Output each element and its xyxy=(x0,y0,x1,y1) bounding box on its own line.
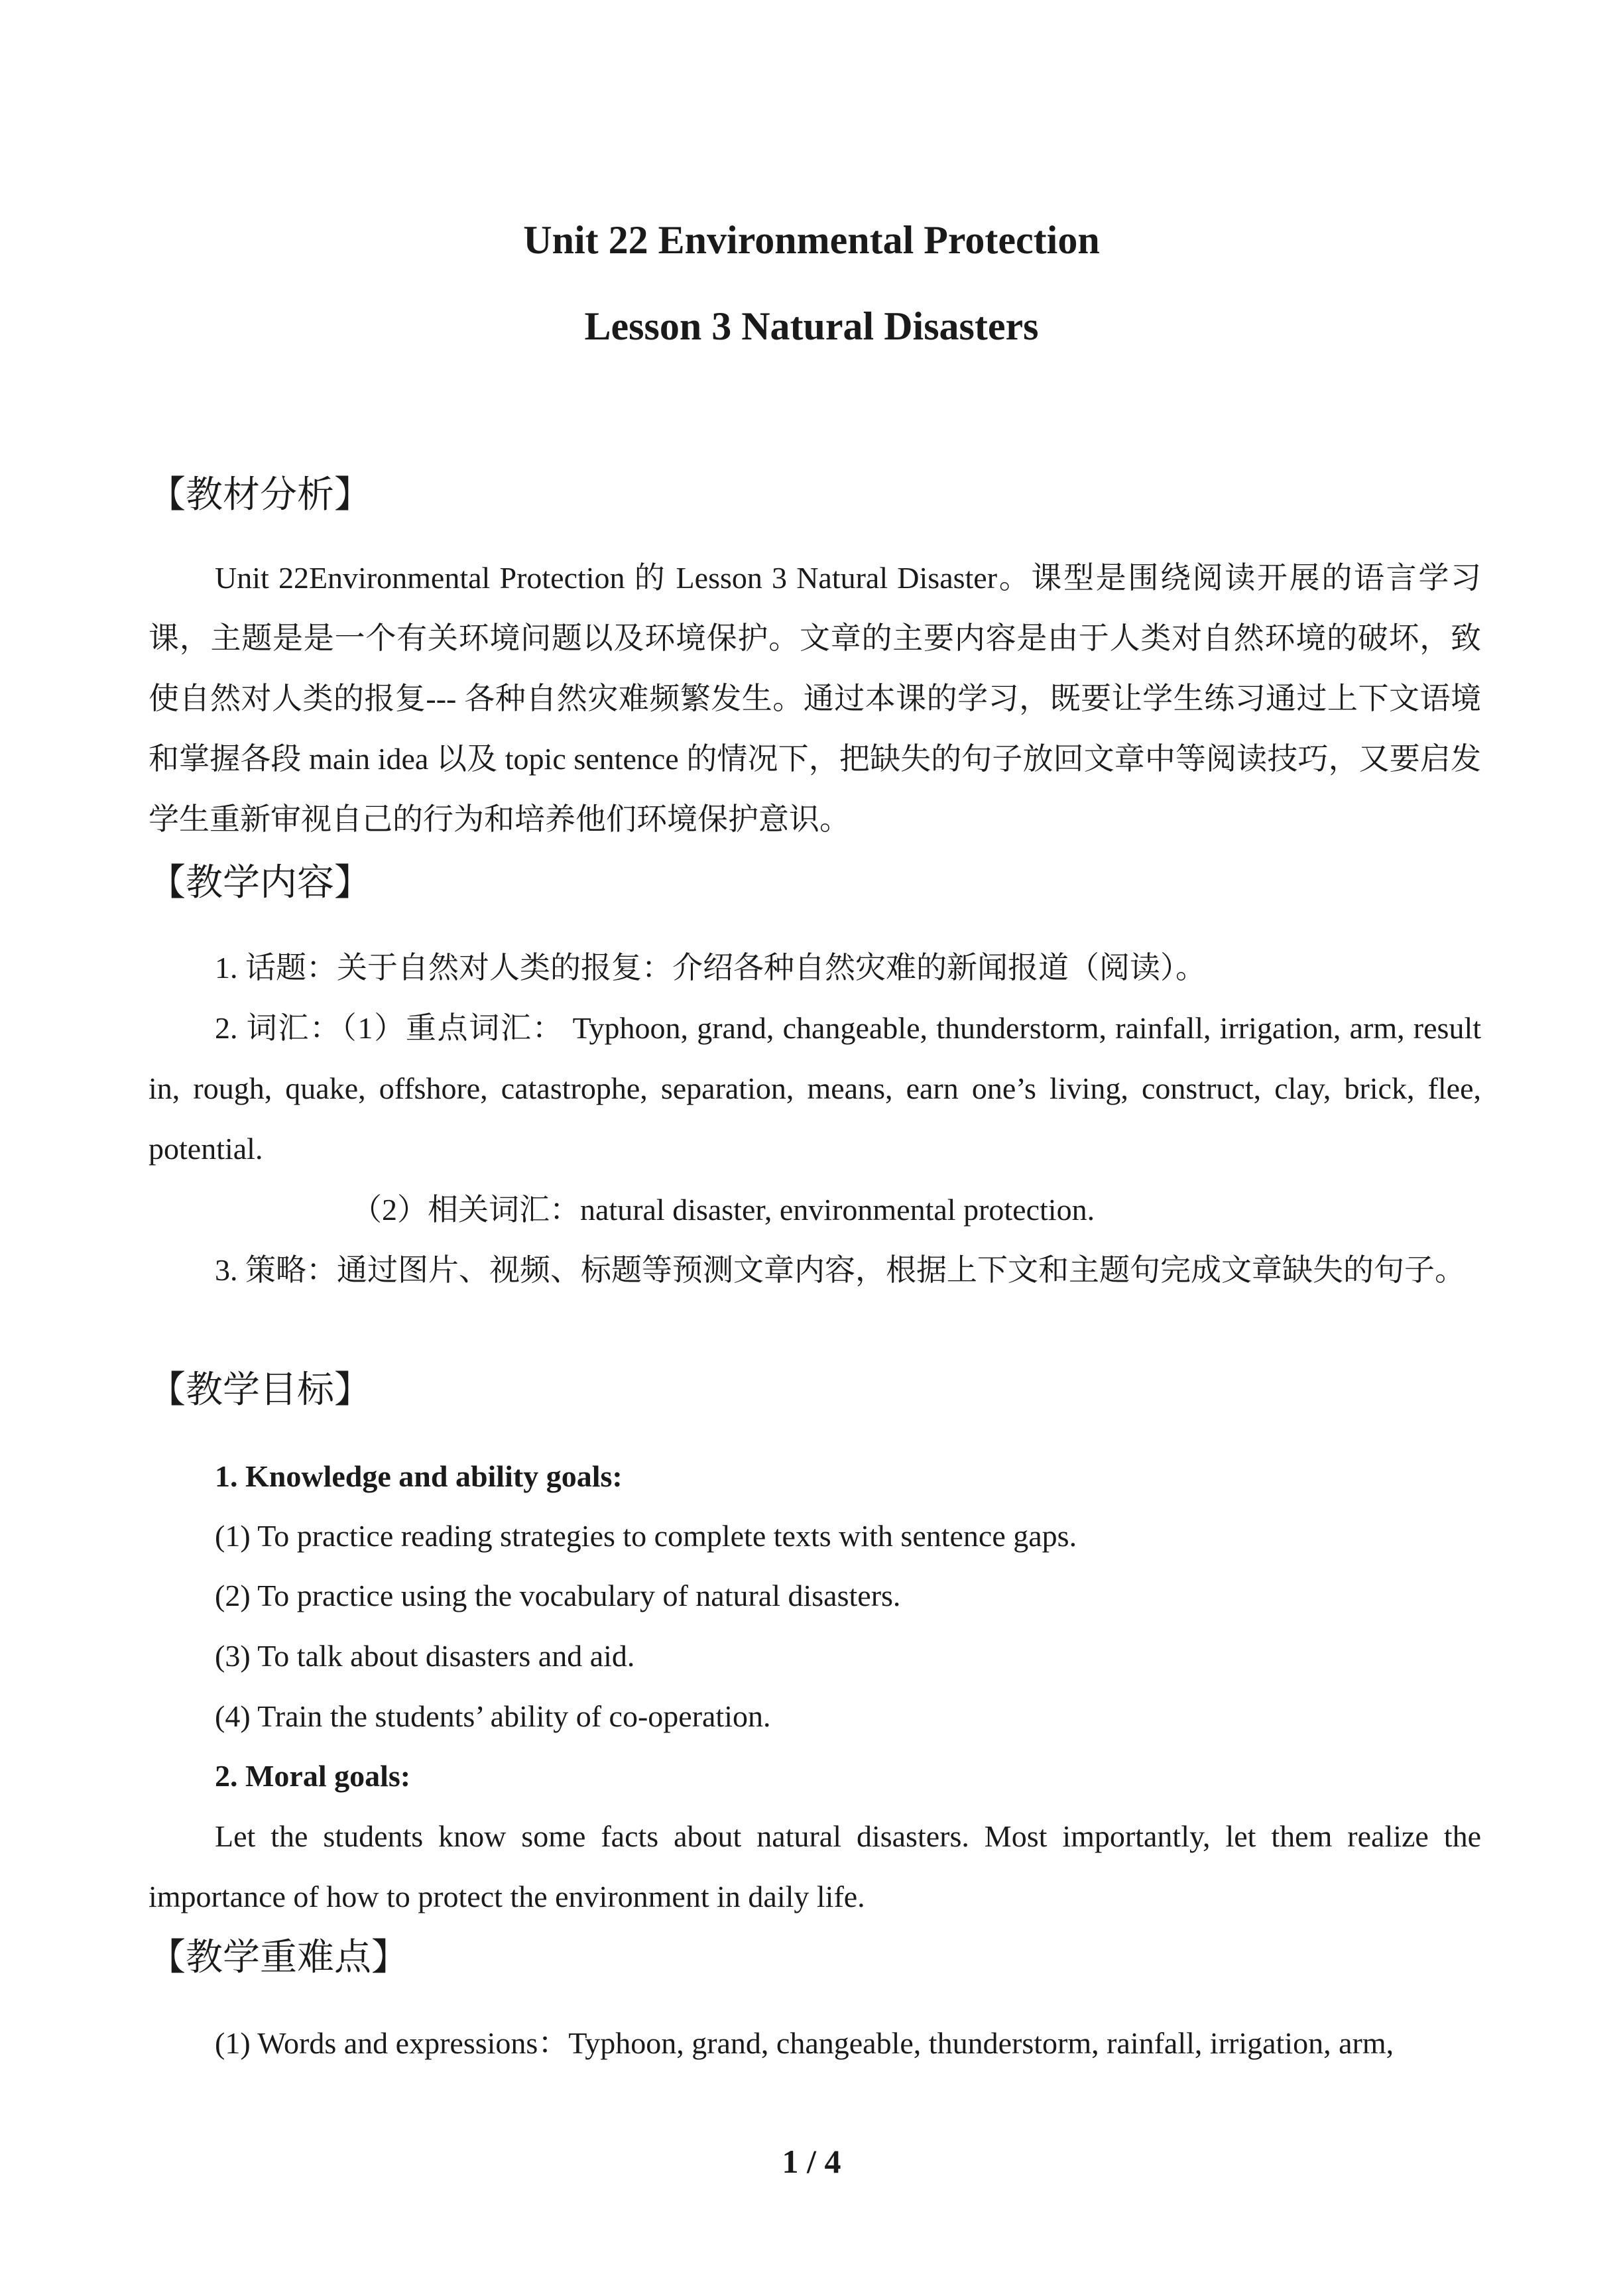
content-item-topic: 1. 话题：关于自然对人类的报复：介绍各种自然灾难的新闻报道（阅读）。 xyxy=(215,951,1206,985)
section-heading-textbook-analysis: 【教材分析】 xyxy=(149,473,371,516)
document-subtitle: Lesson 3 Natural Disasters xyxy=(584,304,1039,348)
goal-item: (4) Train the students’ ability of co-operation. xyxy=(215,1699,771,1733)
moral-goals-paragraph: Let the students know some facts about natural disasters. Most importantly, let them realize the importance of how to protect the environment in daily life. xyxy=(149,1819,1481,1913)
goal-item: (2) To practice using the vocabulary of natural disasters. xyxy=(215,1579,901,1612)
textbook-analysis-paragraph: Unit 22Environmental Protection 的 Lesson 3 Natural Disaster。课型是围绕阅读开展的语言学习课，主题是是一个有关环境问题以及环境保护。文章的主要内容是由于人类对自然环境的破坏，致使自然对人类的报复--- 各种自然灾难频繁发生。通过本课的学习，既要让学生练习通过上下文语境和掌握各段 main idea 以及 topic sentence 的情况下，把缺失的句子放回文章中等阅读技巧，又要启发学生重新审视自己的行为和培养他们环境保护意识。 xyxy=(149,561,1481,836)
goals-subheading-knowledge: 1. Knowledge and ability goals: xyxy=(215,1459,623,1493)
key-point-item: (1) Words and expressions：Typhoon, grand, changeable, thunderstorm, rainfall, irrigation, arm, xyxy=(215,2026,1394,2060)
page-number: 1 / 4 xyxy=(782,2143,841,2180)
goal-item: (1) To practice reading strategies to complete texts with sentence gaps. xyxy=(215,1519,1077,1553)
document-title: Unit 22 Environmental Protection xyxy=(523,218,1100,262)
goals-subheading-moral: 2. Moral goals: xyxy=(215,1759,411,1793)
section-heading-teaching-goals: 【教学目标】 xyxy=(149,1368,371,1412)
section-heading-key-points: 【教学重难点】 xyxy=(149,1936,408,1979)
content-item-related-vocabulary: （2）相关词汇：natural disaster, environmental protection. xyxy=(351,1193,1095,1227)
goal-item: (3) To talk about disasters and aid. xyxy=(215,1639,635,1673)
section-heading-teaching-content: 【教学内容】 xyxy=(149,861,371,904)
content-item-strategy: 3. 策略：通过图片、视频、标题等预测文章内容，根据上下文和主题句完成文章缺失的句子。 xyxy=(215,1253,1465,1287)
content-item-vocabulary: 2. 词汇：（1）重点词汇： Typhoon, grand, changeable, thunderstorm, rainfall, irrigation, arm, result in, rough, quake, offshore, catastrophe, separation, means, earn one’s living, construct, clay, brick, flee, potential. xyxy=(149,1011,1481,1166)
